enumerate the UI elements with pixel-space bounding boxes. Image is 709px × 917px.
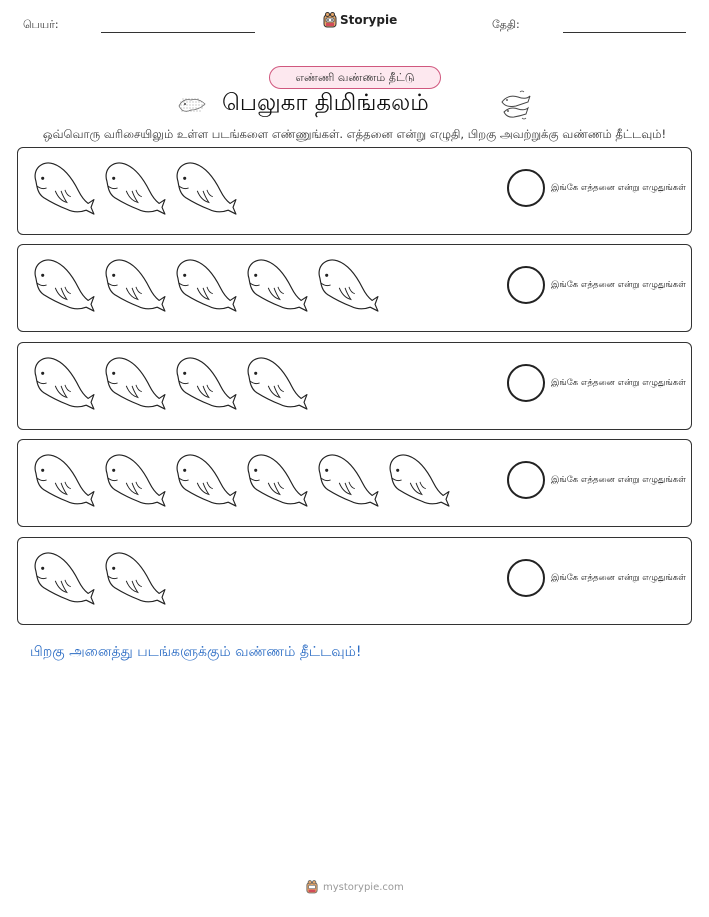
site-url[interactable]: mystorypie.com [323,881,404,893]
beluga-whale-icon [101,158,167,216]
answer-label: இங்கே எத்தனை என்று எழுதுங்கள் [551,378,686,388]
storypie-mascot-icon [323,12,337,28]
whale-pair-icon [498,88,534,122]
storypie-mascot-icon [306,880,318,894]
footer-instruction: பிறகு அனைத்து படங்களுக்கும் வண்ணம் தீட்டவும்! [30,644,362,660]
beluga-whale-icon [30,158,96,216]
date-field-line[interactable] [563,32,686,33]
name-field-line[interactable] [101,32,255,33]
beluga-whale-icon [172,450,238,508]
beluga-whale-icon [101,548,167,606]
beluga-whale-icon [172,255,238,313]
activity-badge: எண்ணி வண்ணம் தீட்டு [269,66,441,89]
beluga-whale-icon [30,255,96,313]
count-row-2 [17,244,692,332]
count-row-1 [17,147,692,235]
beluga-whale-icon [172,353,238,411]
beluga-whale-icon [30,450,96,508]
beluga-whale-icon [101,450,167,508]
answer-label: இங்கே எத்தனை என்று எழுதுங்கள் [551,573,686,583]
worksheet-header [0,0,709,50]
beluga-whale-icon [243,353,309,411]
beluga-whale-icon [30,548,96,606]
beluga-whale-icon [101,353,167,411]
beluga-whale-icon [314,255,380,313]
beluga-whale-icon [101,255,167,313]
beluga-whale-icon [30,353,96,411]
answer-label: இங்கே எத்தனை என்று எழுதுங்கள் [551,280,686,290]
beluga-whale-icon [243,450,309,508]
beluga-whale-icon [243,255,309,313]
site-footer [306,880,404,894]
answer-label: இங்கே எத்தனை என்று எழுதுங்கள் [551,475,686,485]
beluga-whale-icon [314,450,380,508]
answer-label: இங்கே எத்தனை என்று எழுதுங்கள் [551,183,686,193]
title-row [0,88,709,124]
beluga-whale-icon [172,158,238,216]
count-row-4 [17,439,692,527]
answer-circle[interactable] [507,461,545,499]
beluga-whale-icon [385,450,451,508]
storypie-logo [323,12,397,28]
date-label: தேதி: [492,18,520,31]
name-label: பெயர்: [23,18,59,31]
answer-circle[interactable] [507,364,545,402]
answer-circle[interactable] [507,169,545,207]
count-row-5 [17,537,692,625]
page-title: பெலுகா திமிங்கலம் [222,90,429,116]
answer-circle[interactable] [507,559,545,597]
answer-circle[interactable] [507,266,545,304]
count-row-3 [17,342,692,430]
logo-text: Storypie [340,13,398,27]
sketch-whale-icon [177,94,207,118]
instructions: ஒவ்வொரு வரிசையிலும் உள்ள படங்களை எண்ணுங்கள். எத்தனை என்று எழுதி, பிறகு அவற்றுக்கு வண்ணம் தீட்டவும்! [42,127,667,141]
